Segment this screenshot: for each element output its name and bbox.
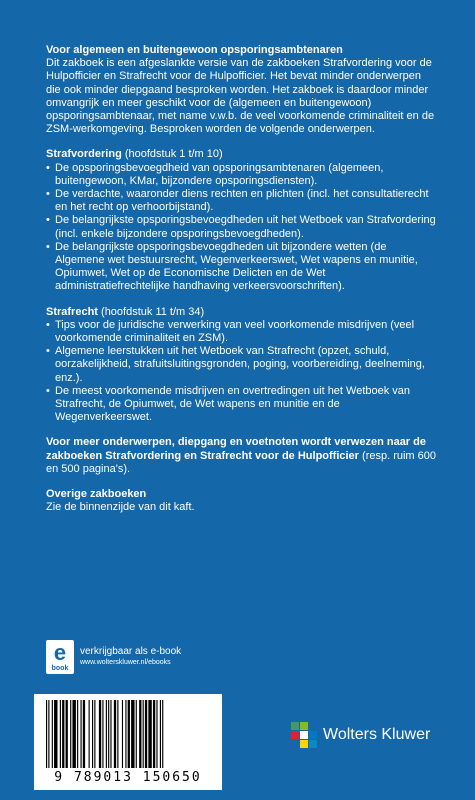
back-cover-text [46,44,438,515]
overige-heading: Overige zakboeken [46,488,147,501]
list-item: • De meest voorkomende misdrijven en overtredingen uit het Wetboek van Strafrecht, de Opiumwet, de Wet wapens en munitie en de Wegenverkeerswet. [46,385,438,425]
publisher-name: Wolters Kluwer [323,726,431,743]
barcode-bar [72,700,75,768]
overige-section [46,488,438,514]
barcode-icon [44,700,214,768]
wolters-kluwer-logo-icon [291,722,317,748]
barcode-bar [48,700,49,768]
strafrecht-title: Strafrecht [46,305,98,318]
strafrecht-section [46,306,438,425]
barcode-bar [122,700,123,768]
ebook-badge [46,640,181,674]
barcode-bar [83,700,85,768]
barcode-bar [81,700,82,768]
ebook-icon-letter: e [53,640,67,665]
ebook-label: verkrijgbaar als e-book [80,646,182,657]
barcode-bar [156,700,157,768]
barcode-bar [62,700,64,768]
barcode-bar [162,700,163,768]
barcode-bar [143,700,144,768]
barcode-bar [148,700,151,768]
barcode-bar [153,700,155,768]
list-item: • De belangrijkste opsporingsbevoegdheden uit bijzondere wetten (de Algemene wet bestuursrecht, Wegenverkeerswet, Wet wapens en munitie, Opiumwet, Wet op de Economische Delicten en de Wet administratiefrechtelijke handhaving verkeersvoorschriften). [46,241,438,294]
list-item: • De belangrijkste opsporingsbevoegdheden uit het Wetboek van Strafvordering (incl. enkele bijzondere opsporingsbevoegdheden). [46,214,438,240]
barcode-bar [66,700,68,768]
list-item: • Tips voor de juridische verwerking van veel voorkomende misdrijven (veel voorkomende criminaliteit en ZSM). [46,319,438,345]
barcode-bar [114,700,116,768]
barcode-bar [60,700,61,768]
list-item: • De opsporingsbevoegdheid van opsporingsambtenaren (algemeen, buitengewoon, KMar, bijzondere opsporingsdiensten). [46,162,438,188]
more-info-rest: (resp. ruim 600 en 500 pagina's). [46,449,436,475]
barcode-bar [102,700,103,768]
barcode [34,694,222,790]
barcode-bar [77,700,78,768]
more-info [46,436,438,476]
strafvordering-list [46,162,438,294]
barcode-bar [145,700,147,768]
intro-heading: Voor algemeen en buitengewoon opsporingsambtenaren [46,44,343,56]
strafvordering-title: Strafvordering [46,148,122,161]
barcode-bar [92,700,93,768]
ebook-icon [46,640,74,674]
strafvordering-section [46,148,438,293]
barcode-bar [94,700,95,768]
intro-text: Dit zakboek is een afgeslankte versie van de zakboeken Strafvordering voor de Hulpofficier en Strafrecht voor de Hulpofficier. Het bevat minder onderwerpen die ook minder diepgaand besproken worden. Het zakboek is daardoor minder omvangrijk en meer geschikt voor de (algemeen en buitengewoon) opsporingsambtenaar, met name v.w.b. de veel voorkomende criminaliteit en de ZSM-werkomgeving. Besproken worden de volgende onderwerpen. [46,57,435,136]
barcode-bar [106,700,107,768]
barcode-bar [52,700,53,768]
ebook-url: www.wolterskluwer.nl/ebooks [80,659,171,666]
strafvordering-heading [46,148,438,161]
barcode-bar [110,700,111,768]
barcode-number: 9 789013 150650 [54,770,202,785]
barcode-bar [70,700,71,768]
publisher-logo-block [291,722,430,748]
barcode-bar [131,700,134,768]
list-item: • Algemene leerstukken uit het Wetboek van Strafrecht (opzet, schuld, oorzakelijkheid, strafuitsluitingsgronden, poging, voorbereiding, deelneming, enz.). [46,345,438,385]
list-item: • De verdachte, waaronder diens rechten en plichten (incl. het consultatierecht en het recht op verhoorbijstand). [46,188,438,214]
barcode-bar [136,700,137,768]
barcode-bar [108,700,109,768]
barcode-bar [125,700,126,768]
barcode-bar [89,700,90,768]
strafrecht-list [46,319,438,425]
barcode-bar [128,700,130,768]
strafrecht-heading [46,306,438,319]
barcode-bar [46,700,47,768]
barcode-bar [139,700,141,768]
barcode-bar [99,700,101,768]
strafvordering-range: (hoofdstuk 1 t/m 10) [121,148,223,161]
barcode-bar [160,700,161,768]
strafrecht-range: (hoofdstuk 11 t/m 34) [97,305,205,318]
ebook-text [80,646,181,668]
barcode-bar [54,700,57,768]
more-info-bold: Voor meer onderwerpen, diepgang en voetnoten wordt verwezen naar de zakboeken Strafvordering en Strafrecht voor de Hulpofficier [46,436,426,462]
overige-text: Zie de binnenzijde van dit kaft. [46,501,195,514]
barcode-bar [117,700,118,768]
ebook-icon-word: book [51,665,69,672]
